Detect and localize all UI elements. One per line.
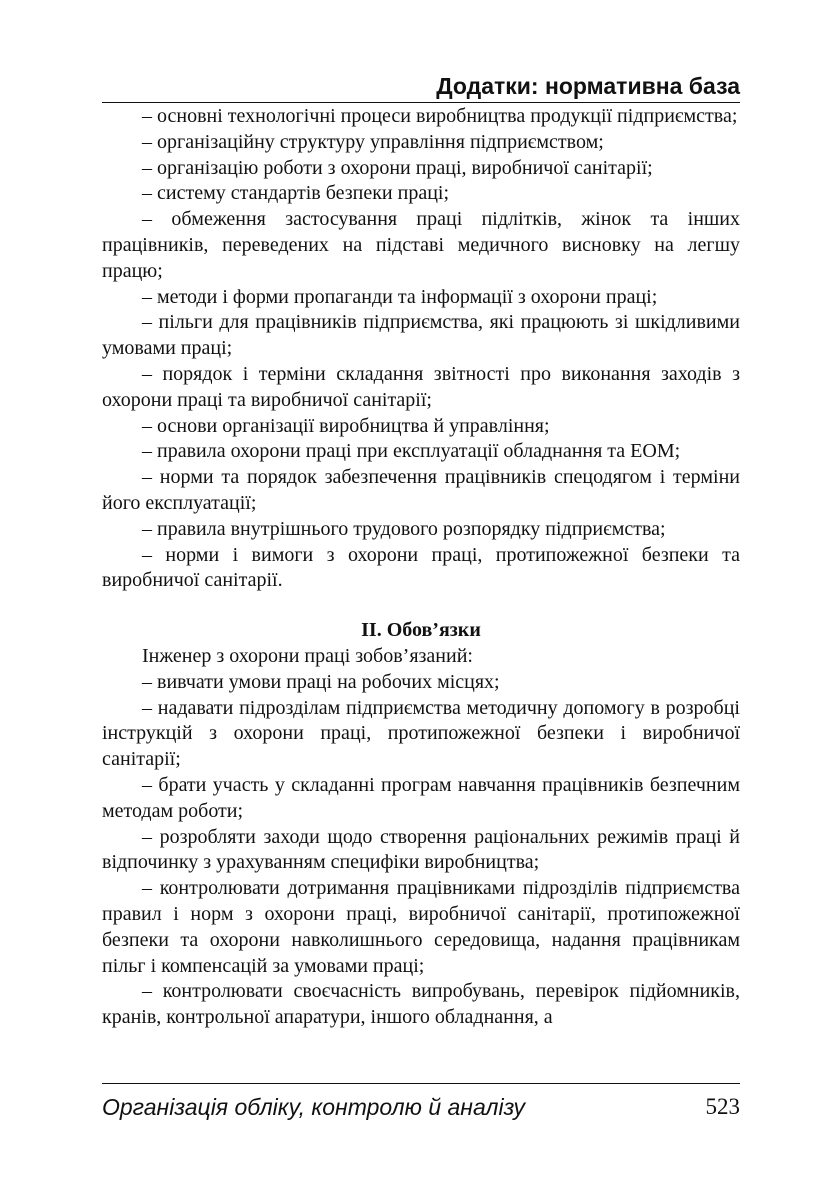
list-item: – організаційну структуру управління підприємством; xyxy=(142,130,604,153)
list-item: – вивчати умови праці на робочих місцях; xyxy=(142,670,500,693)
page-body xyxy=(102,104,740,1031)
list-item: – розробляти заходи щодо створення раціональних режимів праці й відпочинку з урахуванням специфіки виробництва; xyxy=(102,825,740,874)
running-header-title: Додатки: нормативна база xyxy=(436,73,740,99)
section-intro: Інженер з охорони праці зобов’язаний: xyxy=(142,644,473,667)
header-rule xyxy=(102,102,740,103)
list-item: – норми та порядок забезпечення працівників спецодягом і терміни його експлуатації; xyxy=(102,466,740,514)
list-item: – надавати підрозділам підприємства методичну допомогу в розробці інструкцій з охорони праці, протипожежної безпеки і виробничої санітарії; xyxy=(102,696,740,771)
page-number: 523 xyxy=(705,1094,740,1119)
list-item: – обмеження застосування праці підлітків, жінок та інших працівників, переведених на підставі медичного висновку на легшу працю; xyxy=(102,208,740,282)
list-item: – систему стандартів безпеки праці; xyxy=(142,182,450,205)
list-item: – контролювати своєчасність випробувань, перевірок підйомників, кранів, контрольної апаратури, іншого обладнання, а xyxy=(102,980,740,1029)
list-item: – організацію роботи з охорони праці, виробничої санітарії; xyxy=(142,156,653,179)
list-item: – контролювати дотримання працівниками підрозділів підприємства правил і норм з охорони праці, виробничої санітарії, протипожежної безпеки та охорони навколишнього середовища, надання працівникам пільг і компенсацій за умовами праці; xyxy=(102,877,740,977)
section-heading: II. Обов’язки xyxy=(361,619,481,642)
footer-rule xyxy=(102,1083,740,1084)
list-item: – основи організації виробництва й управління; xyxy=(142,414,550,437)
list-item: – порядок і терміни складання звітності про виконання заходів з охорони праці та виробничої санітарії; xyxy=(102,362,740,411)
list-item: – норми і вимоги з охорони праці, протипожежної безпеки та виробничої санітарії. xyxy=(102,543,740,592)
list-item: – правила внутрішнього трудового розпорядку підприємства; xyxy=(142,517,666,540)
list-item: – брати участь у складанні програм навчання працівників безпечним методам роботи; xyxy=(102,773,740,822)
list-item: – методи і форми пропаганди та інформації з охорони праці; xyxy=(142,285,658,308)
list-item: – основні технологічні процеси виробництва продукції підприємства; xyxy=(142,105,738,127)
footer-book-title: Організація обліку, контролю й аналізу xyxy=(102,1094,526,1120)
list-item: – правила охорони праці при експлуатації обладнання та ЕОМ; xyxy=(142,440,681,463)
list-item: – пільги для працівників підприємства, які працюють зі шкідливими умовами праці; xyxy=(102,311,740,360)
